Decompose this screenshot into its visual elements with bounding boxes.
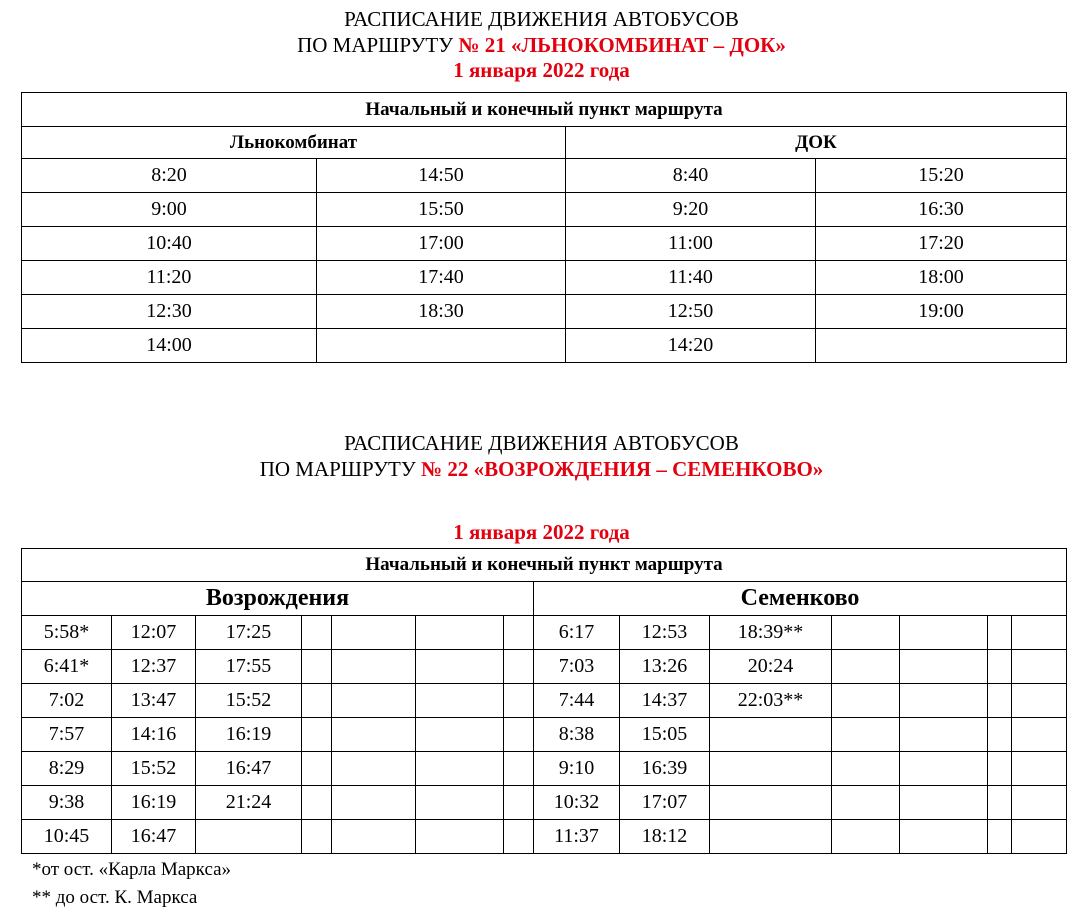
route22-heading xyxy=(0,430,1083,482)
table-row xyxy=(22,329,1067,363)
route21-timetable xyxy=(21,92,1067,363)
time-cell: 10:45 xyxy=(22,820,112,854)
time-cell: 11:37 xyxy=(534,820,620,854)
table-row xyxy=(22,295,1067,329)
time-cell xyxy=(710,786,832,820)
route22-timetable xyxy=(21,548,1067,854)
time-cell: 12:30 xyxy=(22,295,317,329)
time-cell: 9:20 xyxy=(566,193,816,227)
time-cell: 14:37 xyxy=(620,684,710,718)
time-cell: 20:24 xyxy=(710,650,832,684)
table-row xyxy=(22,616,1067,650)
time-cell xyxy=(317,329,566,363)
route21-route-name: № 21 «ЛЬНОКОМБИНАТ – ДОК» xyxy=(458,33,786,57)
empty-cell xyxy=(832,684,900,718)
empty-cell xyxy=(302,752,332,786)
time-cell: 7:03 xyxy=(534,650,620,684)
route22-title-line1: РАСПИСАНИЕ ДВИЖЕНИЯ АВТОБУСОВ xyxy=(344,431,739,455)
time-cell xyxy=(710,752,832,786)
footnote-2: ** до ост. К. Маркса xyxy=(32,887,198,908)
time-cell xyxy=(816,329,1067,363)
empty-cell xyxy=(832,718,900,752)
empty-cell xyxy=(332,650,416,684)
empty-cell xyxy=(302,820,332,854)
empty-cell xyxy=(900,616,988,650)
table-row xyxy=(22,650,1067,684)
time-cell xyxy=(710,718,832,752)
time-cell: 16:30 xyxy=(816,193,1067,227)
empty-cell xyxy=(832,650,900,684)
time-cell: 16:47 xyxy=(112,820,196,854)
empty-cell xyxy=(416,684,504,718)
empty-cell xyxy=(832,820,900,854)
time-cell: 18:12 xyxy=(620,820,710,854)
time-cell: 17:20 xyxy=(816,227,1067,261)
empty-cell xyxy=(900,786,988,820)
empty-cell xyxy=(988,684,1012,718)
time-cell: 16:47 xyxy=(196,752,302,786)
time-cell: 9:00 xyxy=(22,193,317,227)
time-cell: 15:05 xyxy=(620,718,710,752)
empty-cell xyxy=(1012,786,1067,820)
time-cell: 12:37 xyxy=(112,650,196,684)
route21-table-header: Начальный и конечный пункт маршрута xyxy=(22,93,1067,127)
empty-cell xyxy=(1012,616,1067,650)
route21-heading xyxy=(0,6,1083,82)
empty-cell xyxy=(416,616,504,650)
empty-cell xyxy=(988,650,1012,684)
time-cell: 12:50 xyxy=(566,295,816,329)
empty-cell xyxy=(988,752,1012,786)
empty-cell xyxy=(332,752,416,786)
time-cell: 14:50 xyxy=(317,159,566,193)
empty-cell xyxy=(504,786,534,820)
route21-title-prefix: ПО МАРШРУТУ xyxy=(297,33,459,57)
time-cell: 12:53 xyxy=(620,616,710,650)
time-cell: 7:44 xyxy=(534,684,620,718)
empty-cell xyxy=(832,752,900,786)
time-cell: 7:02 xyxy=(22,684,112,718)
route22-title-prefix: ПО МАРШРУТУ xyxy=(259,457,421,481)
empty-cell xyxy=(302,786,332,820)
empty-cell xyxy=(302,616,332,650)
table-row xyxy=(22,261,1067,295)
time-cell: 14:20 xyxy=(566,329,816,363)
empty-cell xyxy=(988,786,1012,820)
time-cell: 16:39 xyxy=(620,752,710,786)
table-row xyxy=(22,718,1067,752)
route22-date: 1 января 2022 года xyxy=(453,520,630,544)
time-cell: 6:41* xyxy=(22,650,112,684)
empty-cell xyxy=(416,718,504,752)
empty-cell xyxy=(504,820,534,854)
time-cell: 13:47 xyxy=(112,684,196,718)
empty-cell xyxy=(988,820,1012,854)
table-row xyxy=(22,820,1067,854)
time-cell: 17:00 xyxy=(317,227,566,261)
empty-cell xyxy=(832,616,900,650)
time-cell: 13:26 xyxy=(620,650,710,684)
time-cell xyxy=(196,820,302,854)
empty-cell xyxy=(1012,752,1067,786)
table-row xyxy=(22,752,1067,786)
time-cell: 8:20 xyxy=(22,159,317,193)
empty-cell xyxy=(504,650,534,684)
time-cell: 15:20 xyxy=(816,159,1067,193)
route22-route-name: № 22 «ВОЗРОЖДЕНИЯ – СЕМЕНКОВО» xyxy=(420,457,824,481)
time-cell: 14:16 xyxy=(112,718,196,752)
empty-cell xyxy=(900,684,988,718)
empty-cell xyxy=(416,820,504,854)
empty-cell xyxy=(302,718,332,752)
time-cell: 8:29 xyxy=(22,752,112,786)
empty-cell xyxy=(504,752,534,786)
time-cell: 16:19 xyxy=(196,718,302,752)
empty-cell xyxy=(988,616,1012,650)
route22-title-line2 xyxy=(0,456,1083,482)
route22-table-header: Начальный и конечный пункт маршрута xyxy=(22,549,1067,582)
time-cell: 22:03** xyxy=(710,684,832,718)
route21-title-line2 xyxy=(0,32,1083,58)
empty-cell xyxy=(1012,820,1067,854)
time-cell: 11:00 xyxy=(566,227,816,261)
empty-cell xyxy=(1012,718,1067,752)
time-cell: 15:50 xyxy=(317,193,566,227)
table-row xyxy=(22,227,1067,261)
empty-cell xyxy=(332,684,416,718)
empty-cell xyxy=(900,650,988,684)
time-cell: 19:00 xyxy=(816,295,1067,329)
time-cell: 15:52 xyxy=(112,752,196,786)
route22-stop-b: Семенково xyxy=(534,582,1067,616)
empty-cell xyxy=(302,684,332,718)
time-cell: 6:17 xyxy=(534,616,620,650)
empty-cell xyxy=(988,718,1012,752)
time-cell: 14:00 xyxy=(22,329,317,363)
time-cell: 12:07 xyxy=(112,616,196,650)
empty-cell xyxy=(900,752,988,786)
empty-cell xyxy=(504,616,534,650)
time-cell: 17:40 xyxy=(317,261,566,295)
table-row xyxy=(22,786,1067,820)
time-cell: 10:32 xyxy=(534,786,620,820)
time-cell: 17:55 xyxy=(196,650,302,684)
time-cell: 15:52 xyxy=(196,684,302,718)
time-cell: 18:30 xyxy=(317,295,566,329)
time-cell: 16:19 xyxy=(112,786,196,820)
time-cell: 9:10 xyxy=(534,752,620,786)
footnote-1: *от ост. «Карла Маркса» xyxy=(32,859,232,880)
route21-date: 1 января 2022 года xyxy=(453,58,630,82)
empty-cell xyxy=(332,820,416,854)
empty-cell xyxy=(332,718,416,752)
time-cell: 9:38 xyxy=(22,786,112,820)
table-row xyxy=(22,159,1067,193)
time-cell: 11:40 xyxy=(566,261,816,295)
time-cell: 7:57 xyxy=(22,718,112,752)
empty-cell xyxy=(1012,684,1067,718)
empty-cell xyxy=(416,786,504,820)
time-cell: 8:40 xyxy=(566,159,816,193)
empty-cell xyxy=(332,786,416,820)
route21-stop-b: ДОК xyxy=(566,127,1067,159)
empty-cell xyxy=(900,718,988,752)
table-row xyxy=(22,193,1067,227)
time-cell: 10:40 xyxy=(22,227,317,261)
time-cell: 11:20 xyxy=(22,261,317,295)
time-cell: 8:38 xyxy=(534,718,620,752)
time-cell: 17:25 xyxy=(196,616,302,650)
empty-cell xyxy=(832,786,900,820)
route22-stop-a: Возрождения xyxy=(22,582,534,616)
table-row xyxy=(22,684,1067,718)
time-cell: 21:24 xyxy=(196,786,302,820)
time-cell: 18:39** xyxy=(710,616,832,650)
empty-cell xyxy=(1012,650,1067,684)
time-cell: 18:00 xyxy=(816,261,1067,295)
empty-cell xyxy=(504,718,534,752)
time-cell: 17:07 xyxy=(620,786,710,820)
time-cell xyxy=(710,820,832,854)
empty-cell xyxy=(900,820,988,854)
time-cell: 5:58* xyxy=(22,616,112,650)
empty-cell xyxy=(416,650,504,684)
empty-cell xyxy=(416,752,504,786)
empty-cell xyxy=(302,650,332,684)
route21-stop-a: Льнокомбинат xyxy=(22,127,566,159)
empty-cell xyxy=(504,684,534,718)
route21-title-line1: РАСПИСАНИЕ ДВИЖЕНИЯ АВТОБУСОВ xyxy=(344,7,739,31)
empty-cell xyxy=(332,616,416,650)
